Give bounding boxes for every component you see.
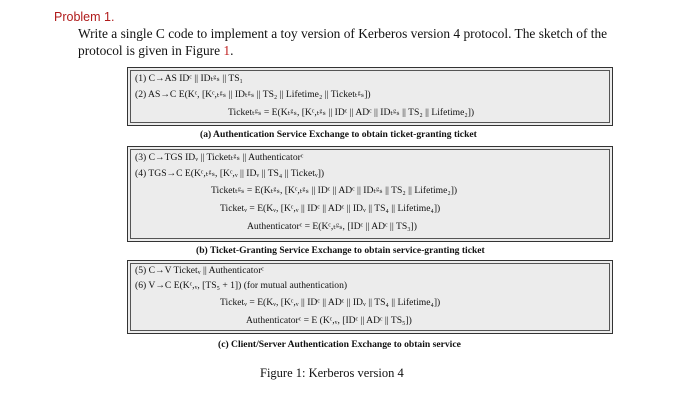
caption-c: (c) Client/Server Authentication Exchange to obtain service	[218, 339, 461, 350]
problem-statement	[78, 25, 638, 59]
protocol-step-1: (1) C→AS IDᶜ || IDₜᵍₛ || TS₁	[135, 73, 243, 84]
ticket-tgs-definition: Ticketₜᵍₛ = E(Kₜᵍₛ, [Kᶜ,ₜᵍₛ || IDᶜ || ADᶜ || IDₜᵍₛ || TS₂ || Lifetime₂])	[228, 107, 475, 118]
figure-reference-link[interactable]: 1	[223, 43, 231, 58]
protocol-step-4: (4) TGS→C E(Kᶜ,ₜᵍₛ, [Kᶜ,ᵥ || IDᵥ || TS₄ || Ticketᵥ])	[135, 168, 325, 179]
protocol-step-5: (5) C→V Ticketᵥ || Authenticatorᶜ	[135, 265, 264, 276]
protocol-step-2: (2) AS→C E(Kᶜ, [Kᶜ,ₜᵍₛ || IDₜᵍₛ || TS₂ || Lifetime₂ || Ticketₜᵍₛ])	[135, 89, 371, 100]
protocol-step-6: (6) V→C E(Kᶜ,ᵥ, [TS₅ + 1]) (for mutual authentication)	[135, 280, 348, 291]
ticket-v-definition-c: Ticketᵥ = E(Kᵥ, [Kᶜ,ᵥ || IDᶜ || ADᶜ || IDᵥ || TS₄ || Lifetime₄])	[220, 297, 441, 308]
statement-text: Write a single C code to implement a toy version of Kerberos version 4 protocol. The sketch of the protocol is given in Figure	[78, 26, 608, 58]
ticket-tgs-definition-b: Ticketₜᵍₛ = E(Kₜᵍₛ, [Kᶜ,ₜᵍₛ || IDᶜ || ADᶜ || IDₜᵍₛ || TS₂ || Lifetime₂])	[211, 185, 458, 196]
problem-title: Problem 1.	[54, 10, 115, 24]
authenticator-definition: Authenticatorᶜ = E(Kᶜ,ₜᵍₛ, [IDᶜ || ADᶜ || TS₃])	[247, 221, 417, 232]
caption-b: (b) Ticket-Granting Service Exchange to obtain service-granting ticket	[196, 245, 485, 256]
caption-a: (a) Authentication Service Exchange to obtain ticket-granting ticket	[200, 129, 477, 140]
ticket-v-definition: Ticketᵥ = E(Kᵥ, [Kᶜ,ᵥ || IDᶜ || ADᶜ || IDᵥ || TS₄ || Lifetime₄])	[220, 203, 441, 214]
protocol-step-3: (3) C→TGS IDᵥ || Ticketₜᵍₛ || Authenticatorᶜ	[135, 152, 304, 163]
statement-end: .	[230, 43, 234, 58]
figure-caption: Figure 1: Kerberos version 4	[260, 366, 404, 380]
authenticator-definition-c: Authenticatorᶜ = E (Kᶜ,ᵥ, [IDᶜ || ADᶜ || TS₅])	[246, 315, 412, 326]
